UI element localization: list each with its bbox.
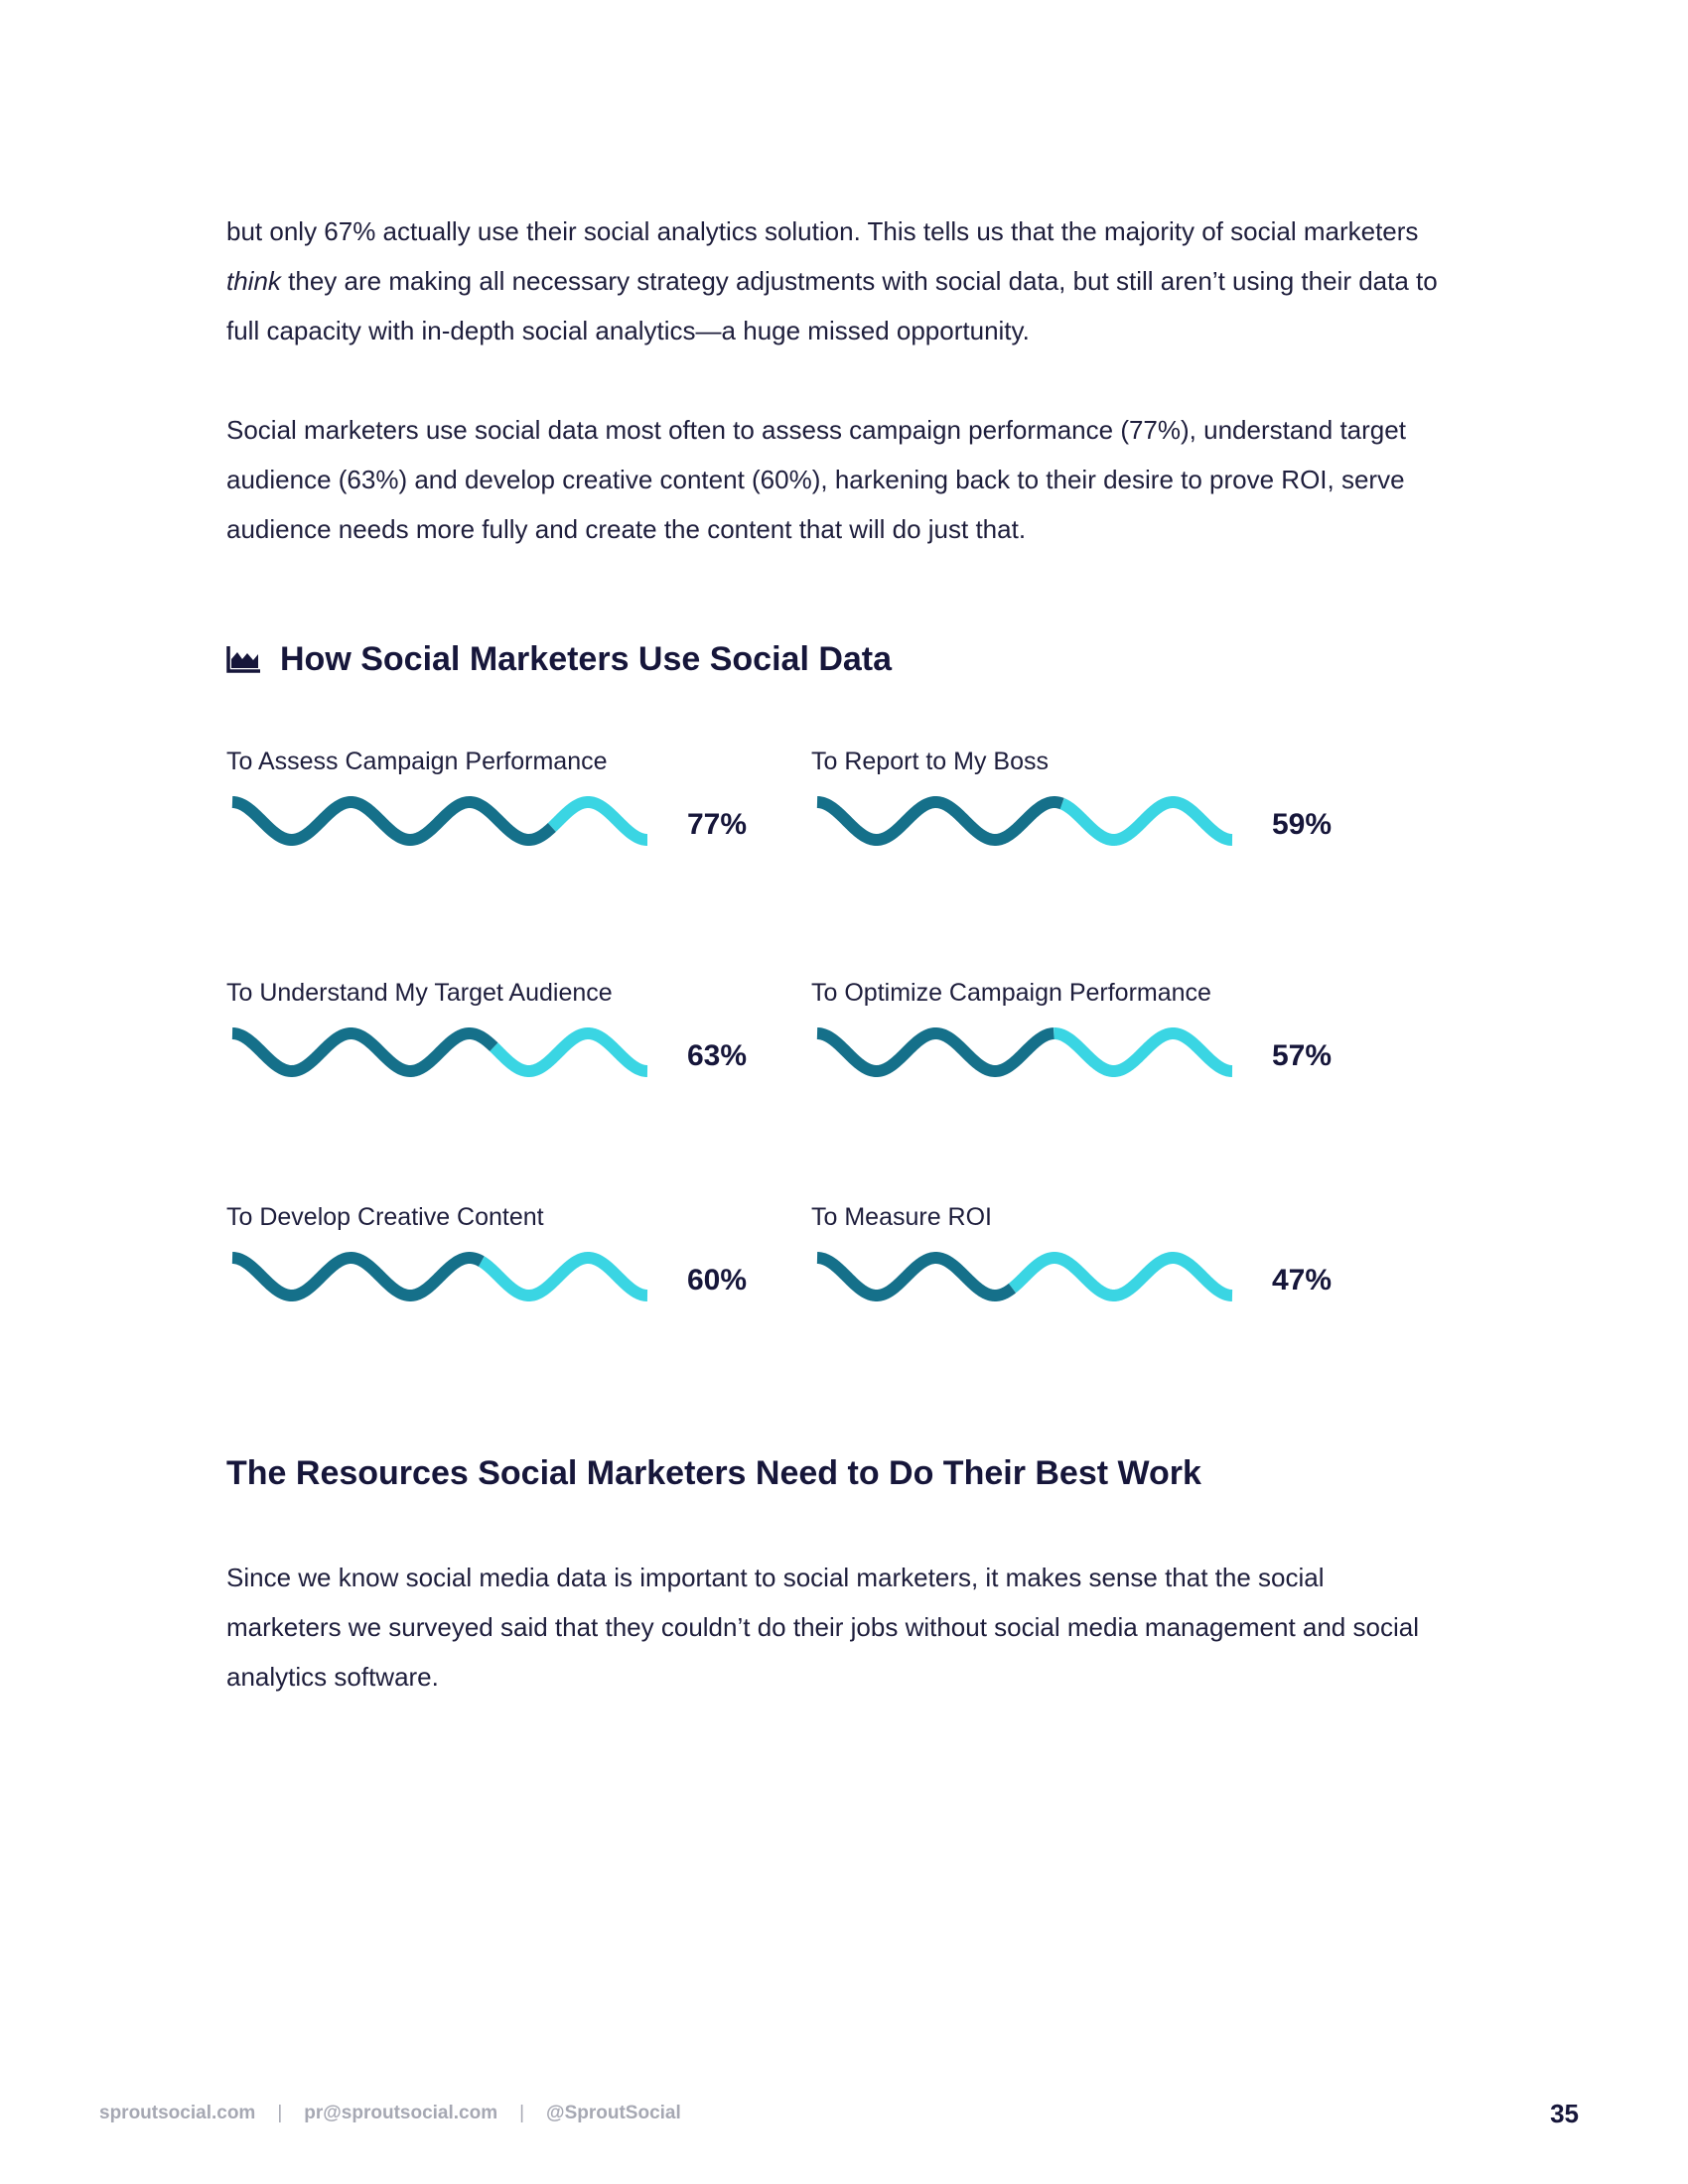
metric-label: To Optimize Campaign Performance (811, 979, 1211, 1007)
wave-remaining (1062, 802, 1232, 840)
metric-value: 57% (1272, 1039, 1333, 1072)
footer-link-website[interactable]: sproutsocial.com (99, 2103, 256, 2123)
metric-label: To Understand My Target Audience (226, 979, 613, 1007)
footer-separator: | (519, 2103, 525, 2123)
wave-remaining (482, 1258, 647, 1296)
footer-separator: | (277, 2103, 283, 2123)
chart-metric (226, 747, 782, 876)
wave-filled (232, 802, 552, 840)
wave-bar (811, 796, 1238, 846)
intro-paragraph (226, 206, 1438, 355)
metric-label: To Assess Campaign Performance (226, 748, 608, 775)
chart-metric (811, 747, 1367, 876)
wave-remaining (1054, 1033, 1232, 1071)
wave-bar (811, 1252, 1238, 1301)
metric-value: 60% (687, 1264, 748, 1297)
chart-metric (226, 1202, 782, 1331)
wave-remaining (552, 802, 647, 840)
wave-filled (232, 1033, 493, 1071)
wave-remaining (1012, 1258, 1232, 1296)
chart-title: How Social Marketers Use Social Data (280, 639, 893, 678)
metric-label: To Measure ROI (811, 1203, 993, 1231)
wave-filled (817, 1033, 1054, 1071)
emphasis-text: think (226, 266, 281, 296)
chart-heading (226, 637, 892, 681)
metric-value: 59% (1272, 808, 1333, 841)
wave-filled (817, 802, 1062, 840)
metric-label: To Develop Creative Content (226, 1203, 544, 1231)
wave-bar (226, 796, 653, 846)
metric-label: To Report to My Boss (811, 748, 1049, 775)
metric-value: 63% (687, 1039, 748, 1072)
area-chart-icon (226, 644, 262, 674)
usage-paragraph: Social marketers use social data most often to assess campaign performance (77%), understand target audience (63%) and develop creative content (60%), harkening back to their desire to prove ROI, serve audience needs more fully and create the content that will do just that. (226, 415, 1406, 544)
resources-paragraph: Since we know social media data is important to social marketers, it makes sense that the social marketers we surveyed said that they couldn’t do their jobs without social media management and social analytics software. (226, 1563, 1419, 1692)
wave-bar (226, 1252, 653, 1301)
chart-metric (226, 978, 782, 1107)
footer-link-twitter[interactable]: @SproutSocial (546, 2103, 681, 2123)
section-title: The Resources Social Marketers Need to Do Their Best Work (226, 1454, 1201, 1492)
metric-value: 77% (687, 808, 748, 841)
wave-filled (232, 1258, 482, 1296)
wave-bar (226, 1027, 653, 1077)
footer-link-email[interactable]: pr@sproutsocial.com (304, 2103, 498, 2123)
metric-value: 47% (1272, 1264, 1333, 1297)
paragraph-text: they are making all necessary strategy adjustments with social data, but still aren’t using their data to full capacity with in-depth social analytics—a huge missed opportunity. (226, 266, 1438, 345)
chart-metric (811, 978, 1367, 1107)
page-number: 35 (1550, 2099, 1579, 2128)
wave-filled (817, 1258, 1012, 1296)
paragraph-text: but only 67% actually use their social analytics solution. This tells us that the majority of social marketers (226, 216, 1419, 246)
chart-metric (811, 1202, 1367, 1331)
wave-bar (811, 1027, 1238, 1077)
footer-links (99, 2103, 681, 2124)
wave-remaining (493, 1033, 647, 1071)
